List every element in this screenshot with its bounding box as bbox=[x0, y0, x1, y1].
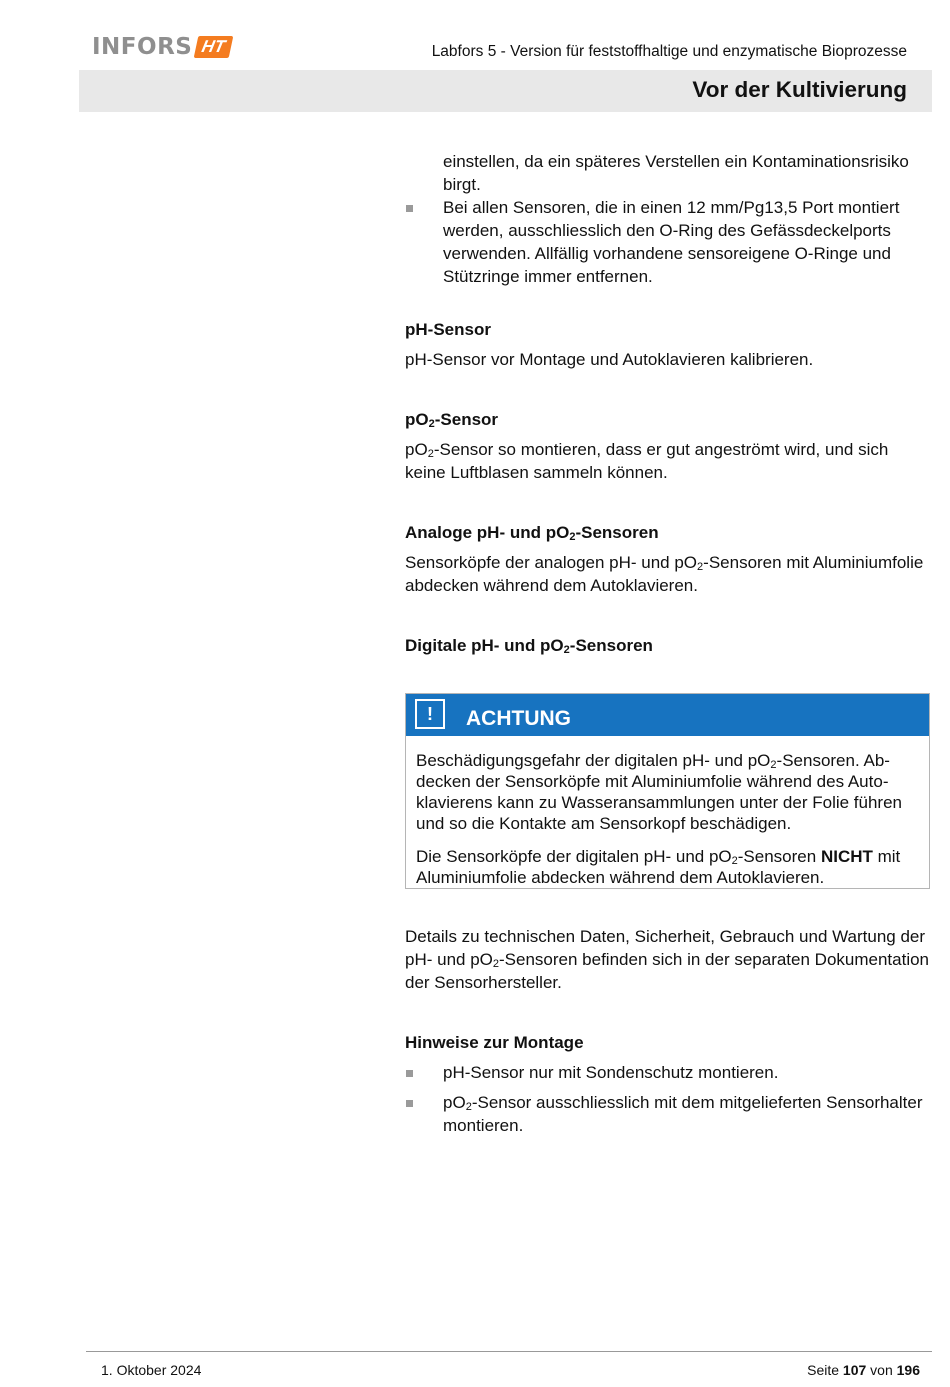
po2-sensor-section bbox=[405, 408, 930, 484]
details-text: Details zu technischen Daten, Sicherheit, Gebrauch und Wartung der pH- und $pO_2$-Sensoren befinden sich in der separaten Dokumentation der Sensorhersteller. bbox=[405, 927, 930, 992]
bullet-text: pH-Sensor nur mit Sondenschutz montieren. bbox=[443, 1063, 779, 1082]
chapter-title: Vor der Kultivierung bbox=[692, 77, 907, 102]
warning-label: ACHTUNG bbox=[466, 707, 571, 730]
main-content bbox=[405, 150, 930, 1144]
analog-sensors-section bbox=[405, 521, 930, 597]
intro-bullet-list bbox=[405, 196, 930, 288]
list-item bbox=[405, 1061, 930, 1084]
warning-box bbox=[405, 693, 930, 889]
ph-sensor-text: pH-Sensor vor Montage und Autoklavieren kalibrieren. bbox=[405, 350, 814, 369]
digital-sensors-heading: Digitale pH- und $pO_2$-Sensoren bbox=[405, 636, 653, 656]
warning-header bbox=[406, 694, 929, 736]
footer-date: 1. Oktober 2024 bbox=[101, 1362, 202, 1378]
montage-bullet-list bbox=[405, 1061, 930, 1137]
analog-sensors-heading: Analoge pH- und $pO_2$-Sensoren bbox=[405, 523, 659, 543]
document-title: Labfors 5 - Version für feststoffhaltige und enzymatische Bioprozesse bbox=[431, 43, 907, 60]
bullet-square-icon bbox=[406, 1070, 413, 1077]
list-item bbox=[405, 196, 930, 288]
logo-badge: HT bbox=[194, 36, 233, 58]
list-item bbox=[405, 1091, 930, 1137]
bullet-square-icon bbox=[406, 205, 413, 212]
bullet-text: Bei allen Sensoren, die in einen 12 mm/Pg13,5 Port montiert werden, ausschliesslich den O-Ring des Gefässdeckelports verwenden. Allfällig vorhandene sensoreigene O-Ringe und Stützringe immer entfernen. bbox=[443, 198, 900, 286]
analog-sensors-text: Sensorköpfe der analogen pH- und $pO_2$-Sensoren mit Aluminiumfolie abdecken während dem Autoklavieren. bbox=[405, 553, 924, 595]
details-section bbox=[405, 925, 930, 994]
page-number: Seite 107 von 196 bbox=[807, 1362, 920, 1378]
warning-paragraph: Die Sensorköpfe der digitalen pH- und $pO_2$-Sensoren NICHT mit Aluminiumfolie abdecken während dem Autoklavieren. bbox=[416, 847, 901, 887]
bullet-square-icon bbox=[406, 1100, 413, 1107]
montage-section bbox=[405, 1031, 930, 1137]
exclamation-icon: ! bbox=[415, 699, 445, 729]
warning-body bbox=[406, 736, 929, 888]
bullet-text: $pO_2$-Sensor ausschliesslich mit dem mitgelieferten Sensorhalter montieren. bbox=[443, 1093, 923, 1135]
footer-divider bbox=[86, 1351, 932, 1352]
po2-sensor-text: $pO_2$-Sensor so montieren, dass er gut angeströmt wird, und sich keine Luftblasen sammeln können. bbox=[405, 440, 889, 482]
po2-sensor-heading: $pO_2$-Sensor bbox=[405, 410, 499, 430]
logo-text: INFORS bbox=[92, 34, 193, 60]
ph-sensor-heading: pH-Sensor bbox=[405, 320, 491, 339]
warning-paragraph: Beschädigungsgefahr der digitalen pH- und $pO_2$-Sensoren. Abdecken der Sensorköpfe mit Aluminiumfolie während des Autoklavierens kann zu Wasseransammlungen unter der Folie führen und so die Kontakte am Sensorkopf beschädigen. bbox=[416, 751, 903, 833]
digital-sensors-section bbox=[405, 634, 930, 657]
intro-continuation: einstellen, da ein späteres Verstellen ein Kontaminationsrisiko birgt. bbox=[443, 152, 909, 194]
ph-sensor-section bbox=[405, 318, 930, 371]
infors-logo bbox=[92, 34, 231, 60]
montage-heading: Hinweise zur Montage bbox=[405, 1033, 584, 1052]
